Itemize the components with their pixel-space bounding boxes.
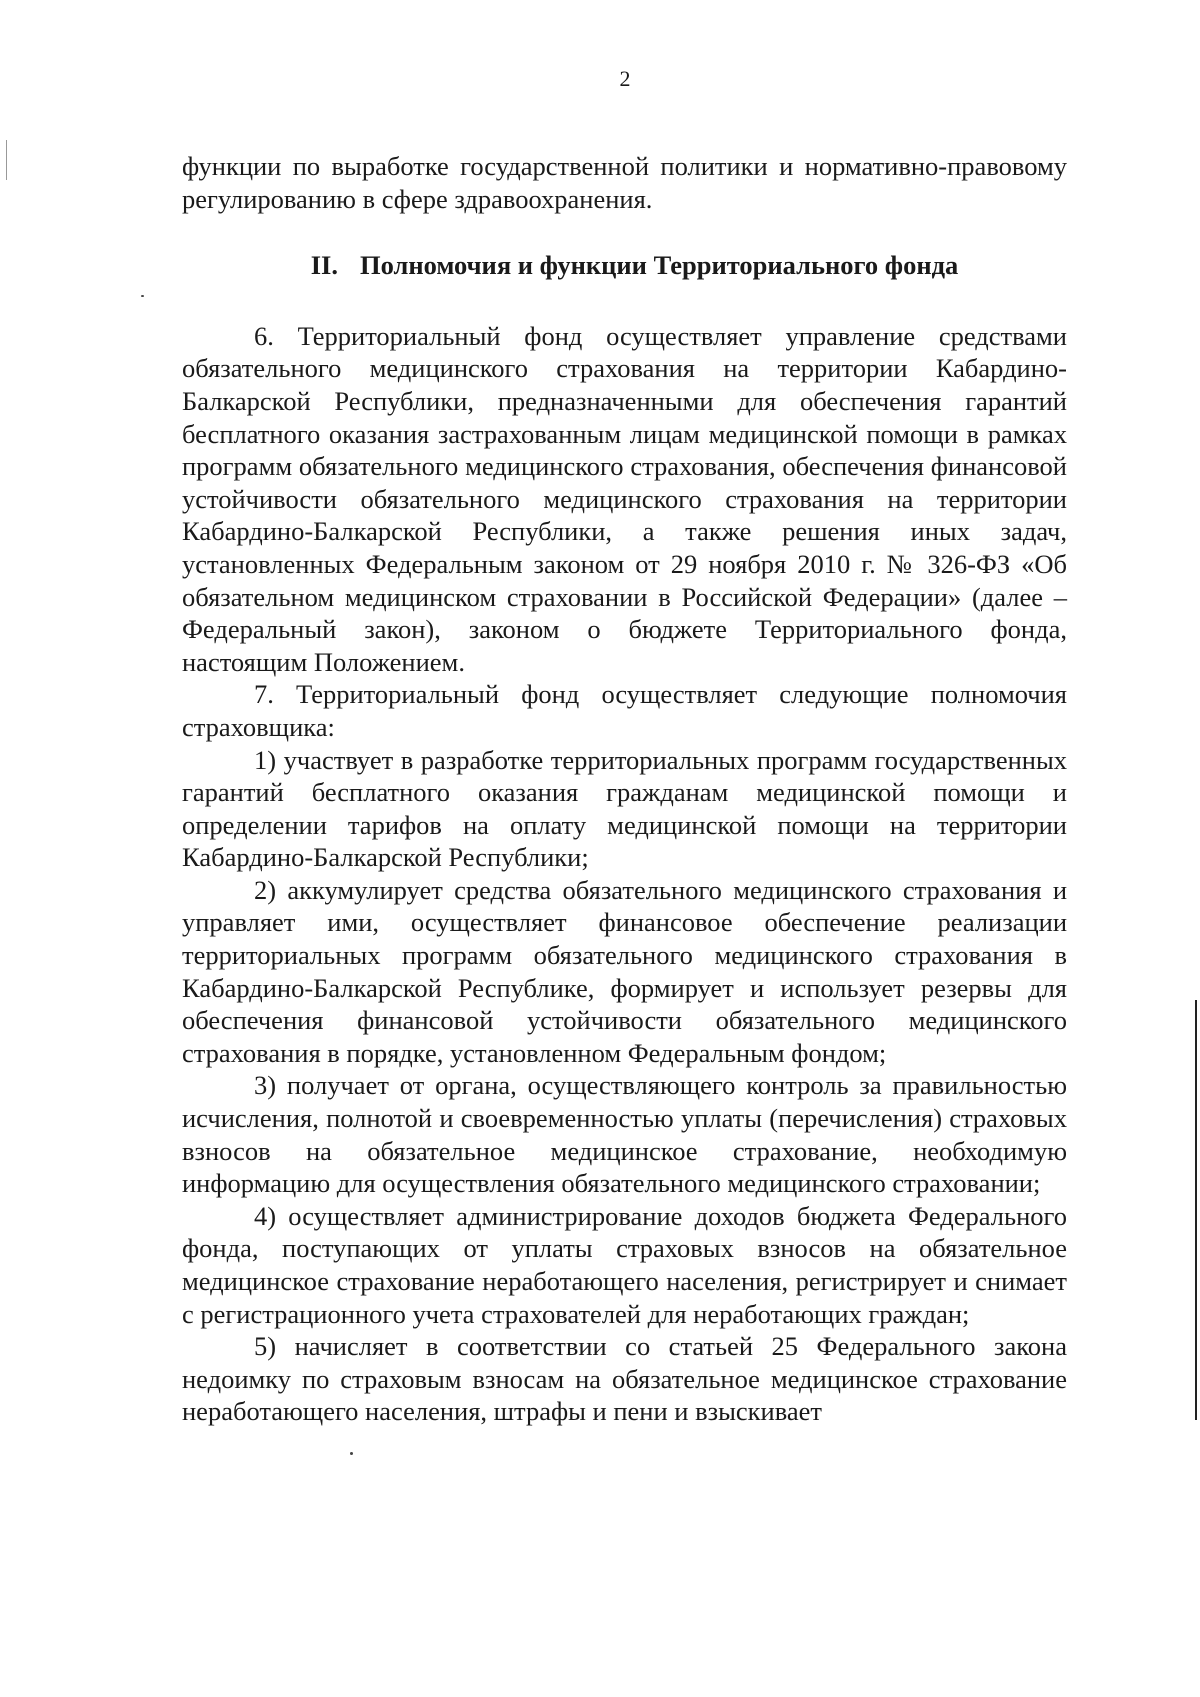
document-body [182,150,1067,1428]
list-item-4: 4) осуществляет администрирование доходов бюджета Федерального фонда, поступающих от уплаты страховых взносов на обязательное медицинское страхование неработающего населения, регистрирует и снимает с регистрационного учета страхователей для неработающих граждан; [182,1200,1067,1329]
list-item-5: 5) начисляет в соответствии со статьей 25 Федерального закона недоимку по страховым взносам на обязательное медицинское страхование неработающего населения, штрафы и пени и взыскивает [182,1331,1067,1427]
list-item-1: 1) участвует в разработке территориальных программ государственных гарантий бесплатного оказания гражданам медицинской помощи и определении тарифов на оплату медицинской помощи на территории Кабардино-Балкарской Республики; [182,744,1067,873]
paragraph-6: 6. Территориальный фонд осуществляет управление средствами обязательного медицинского страхования на территории Кабардино-Балкарской Республики, предназначенными для обеспечения гарантий бесплатного оказания застрахованным лицам медицинской помощи в рамках программ обязательного медицинского страхования, обеспечения финансовой устойчивости обязательного медицинского страхования на территории Кабардино-Балкарской Республики, а также решения иных задач, установленных Федеральным законом от 29 ноября 2010 г. № 326-ФЗ «Об обязательном медицинском страховании в Российской Федерации» (далее – Федеральный закон), законом о бюджете Территориального фонда, настоящим Положением. [182,320,1067,677]
section-heading [182,249,1067,282]
scan-edge-mark-right [1195,1000,1197,1420]
section-title: Полномочия и функции Территориального фонда [359,250,959,281]
continuation-paragraph: функции по выработке государственной политики и нормативно-правовому регулированию в сфере здравоохранения. [182,151,1067,214]
list-item-2: 2) аккумулирует средства обязательного медицинского страхования и управляет ими, осуществляет финансовое обеспечение реализации территориальных программ обязательного медицинского страхования в Кабардино-Балкарской Республике, формирует и использует резервы для обеспечения финансовой устойчивости обязательного медицинского страхования в порядке, установленном Федеральным фондом; [182,874,1067,1068]
scan-dot [141,295,144,297]
page-number: 2 [619,66,631,91]
list-item-3: 3) получает от органа, осуществляющего контроль за правильностью исчисления, полнотой и своевременностью уплаты (перечисления) страховых взносов на обязательное медицинское страхование, необходимую информацию для осуществления обязательного медицинского страховании; [182,1070,1067,1199]
paragraph-7: 7. Территориальный фонд осуществляет следующие полномочия страховщика: [182,679,1067,742]
section-number: II. [310,250,338,281]
scan-edge-mark-left [6,140,7,180]
scan-dot [350,1452,353,1455]
